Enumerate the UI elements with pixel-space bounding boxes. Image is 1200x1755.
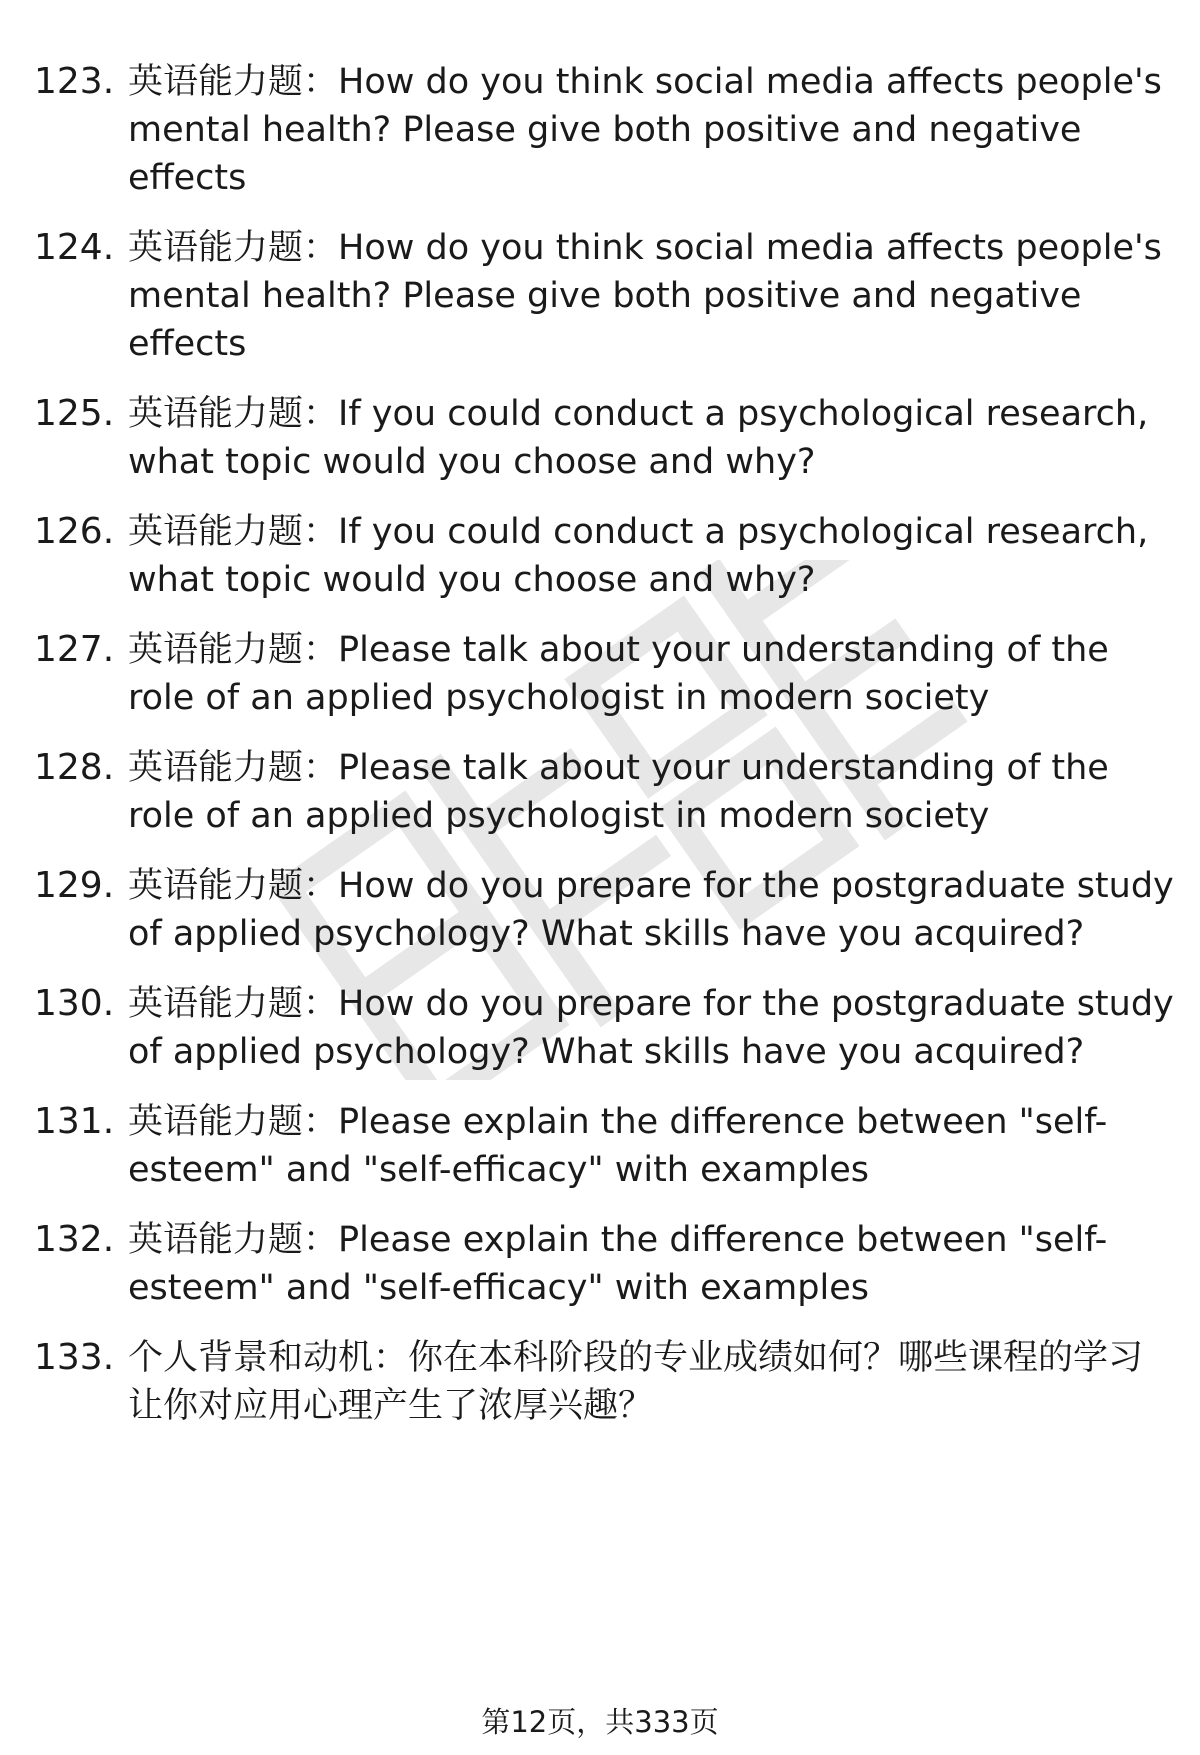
question-category: 英语能力题： [128,1102,339,1142]
question-body [128,744,1174,840]
question-item [34,744,1174,840]
question-text: How do you prepare for the postgraduate study of applied psychology? What skills have you acquired? [128,984,1174,1072]
question-body [128,390,1174,486]
question-body [128,58,1174,202]
question-item [34,1334,1174,1430]
question-item [34,224,1174,368]
question-text: How do you think social media affects people's mental health? Please give both positive and negative effects [128,62,1162,198]
page-number-footer: 第12页，共333页 [481,1705,719,1739]
question-list [34,58,1174,1452]
question-category: 英语能力题： [128,228,339,268]
question-body [128,224,1174,368]
question-body [128,1334,1174,1430]
question-category: 英语能力题： [128,748,339,788]
question-item [34,1098,1174,1194]
question-item [34,980,1174,1076]
question-category: 英语能力题： [128,62,339,102]
question-number: 123. [34,61,115,102]
question-body [128,1098,1174,1194]
question-number: 133. [34,1337,115,1378]
question-number: 124. [34,227,115,268]
question-item [34,1216,1174,1312]
question-text: 你在本科阶段的专业成绩如何？哪些课程的学习让你对应用心理产生了浓厚兴趣？ [128,1338,1144,1426]
question-category: 英语能力题： [128,512,339,552]
question-body [128,626,1174,722]
question-number: 126. [34,511,115,552]
question-number: 125. [34,393,115,434]
question-category: 个人背景和动机： [128,1338,409,1378]
question-number: 132. [34,1219,115,1260]
question-text: Please explain the difference between "self-esteem" and "self-efficacy" with examples [128,1220,1108,1308]
question-item [34,626,1174,722]
question-number: 128. [34,747,115,788]
question-number: 130. [34,983,115,1024]
question-text: Please talk about your understanding of the role of an applied psychologist in modern society [128,630,1109,718]
question-item [34,390,1174,486]
question-category: 英语能力题： [128,1220,339,1260]
question-item [34,508,1174,604]
question-category: 英语能力题： [128,866,339,906]
question-number: 129. [34,865,115,906]
question-text: Please talk about your understanding of the role of an applied psychologist in modern society [128,748,1109,836]
question-category: 英语能力题： [128,394,339,434]
question-body [128,1216,1174,1312]
question-body [128,508,1174,604]
question-body [128,980,1174,1076]
question-text: How do you prepare for the postgraduate study of applied psychology? What skills have you acquired? [128,866,1174,954]
question-text: How do you think social media affects people's mental health? Please give both positive and negative effects [128,228,1162,364]
question-number: 127. [34,629,115,670]
question-text: If you could conduct a psychological research, what topic would you choose and why? [128,512,1149,600]
question-item [34,862,1174,958]
question-text: Please explain the difference between "self-esteem" and "self-efficacy" with examples [128,1102,1108,1190]
question-category: 英语能力题： [128,984,339,1024]
question-item [34,58,1174,202]
question-category: 英语能力题： [128,630,339,670]
question-body [128,862,1174,958]
question-number: 131. [34,1101,115,1142]
question-text: If you could conduct a psychological research, what topic would you choose and why? [128,394,1149,482]
